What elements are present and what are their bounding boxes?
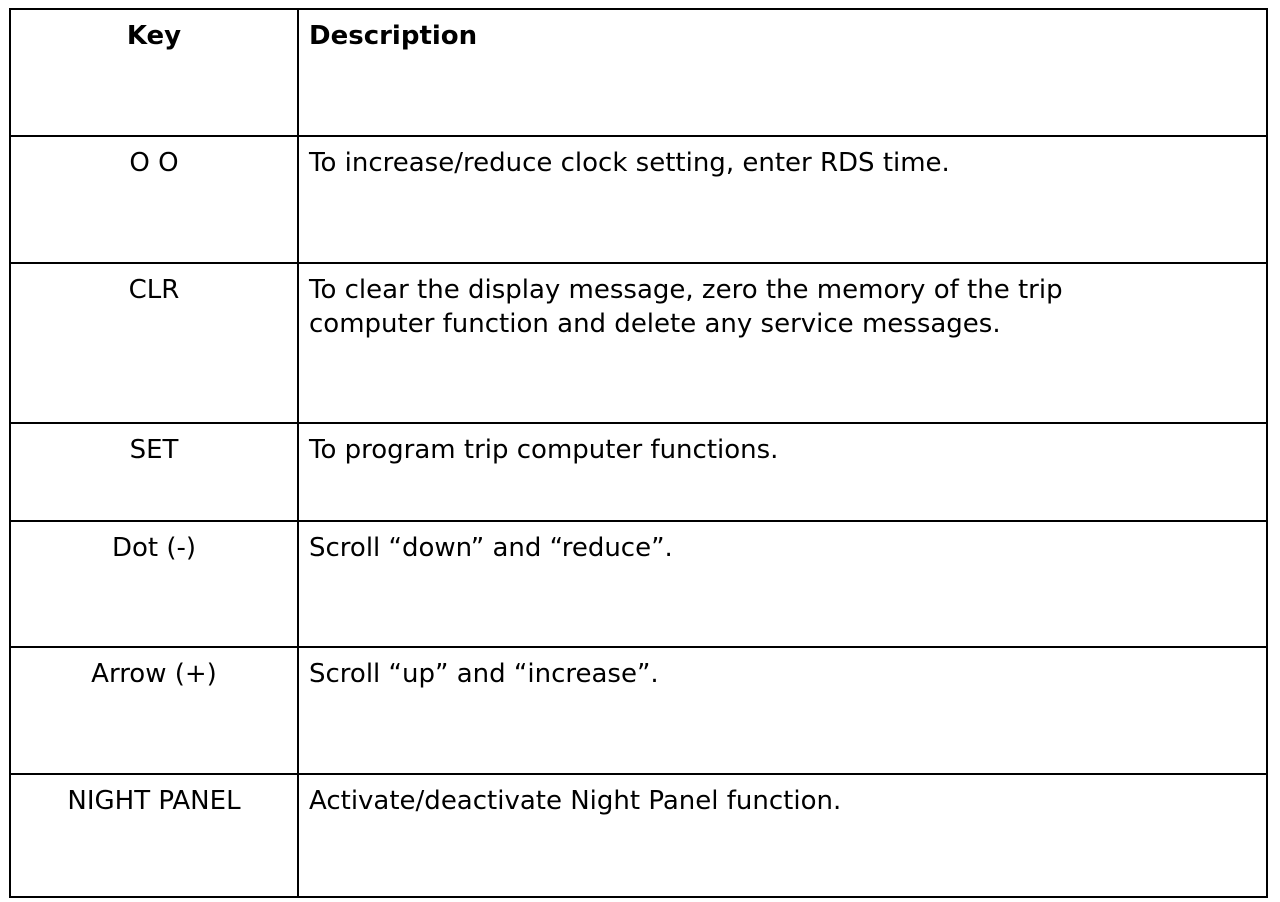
table-row [11, 775, 1266, 896]
row-key: Dot (-) [111, 533, 197, 563]
row-description: To increase/reduce clock setting, enter RDS time. [309, 148, 950, 178]
row-description-line: computer function and delete any service messages. [309, 309, 1001, 339]
table-row [11, 424, 1266, 522]
row-key: SET [129, 435, 179, 465]
header-key: Key [126, 21, 182, 51]
row-description: To program trip computer functions. [309, 435, 779, 465]
table-header-row [11, 10, 1266, 137]
row-description-line: To clear the display message, zero the memory of the trip [309, 275, 1063, 305]
table-row [11, 264, 1266, 424]
row-key: NIGHT PANEL [67, 786, 241, 816]
table-row [11, 522, 1266, 648]
row-description [299, 264, 1266, 422]
table-row [11, 648, 1266, 775]
row-key: CLR [128, 275, 180, 305]
row-description: Scroll “up” and “increase”. [309, 659, 659, 689]
row-key: O O [129, 148, 179, 178]
row-key: Arrow (+) [91, 659, 217, 689]
row-description: Scroll “down” and “reduce”. [309, 533, 673, 563]
row-description: Activate/deactivate Night Panel function. [309, 786, 842, 816]
header-description: Description [309, 21, 478, 51]
table-row [11, 137, 1266, 264]
key-description-table [9, 8, 1268, 898]
